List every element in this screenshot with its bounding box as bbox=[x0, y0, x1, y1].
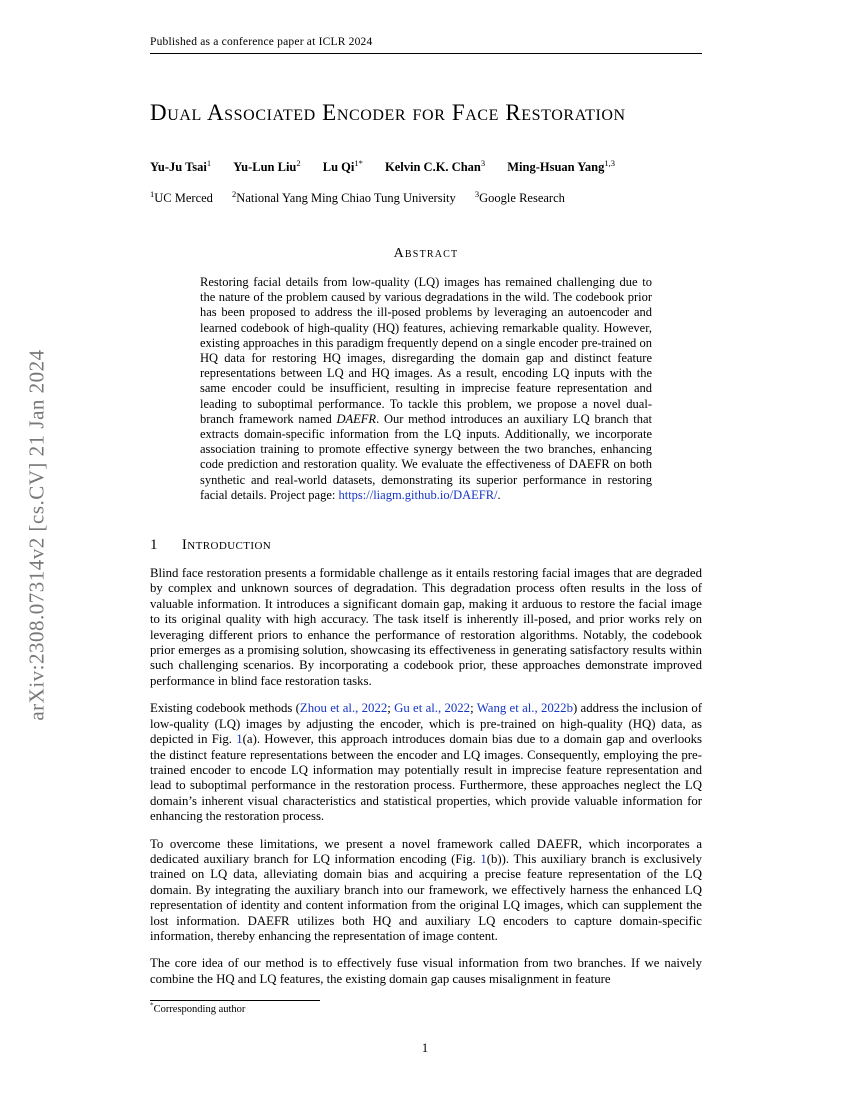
author bbox=[385, 157, 486, 174]
author-list bbox=[150, 157, 702, 175]
section-number: 1 bbox=[150, 537, 158, 554]
author-superscript: 1 bbox=[206, 157, 212, 168]
text-segment: ) address the inclusion of low-quality (LQ) images by adjusting the encoder, which is pre-trained on high-quality (HQ) data, as depicted in Fig. bbox=[150, 701, 702, 747]
intro-paragraph-1 bbox=[150, 566, 702, 689]
text-segment: (a). However, this approach introduces domain bias due to a domain gap and overlooks the distinct feature representations between the encoder and LQ images. Consequently, employing the pre-trained encoder to encode LQ information may potentially result in imprecise feature representation and lead to suboptimal performance in the restoration process. Furthermore, these approaches neglect the LQ domain’s inherent visual characteristics and statistical properties, which provide valuable information for enhancing the restoration process. bbox=[150, 732, 703, 824]
author-superscript: 1* bbox=[354, 157, 363, 168]
text-segment: . Our method introduces an auxiliary LQ branch that extracts domain-specific information from the LQ inputs. Additionally, we incorporate association training to promote effective synergy between the two branches, enhancing code prediction and restoration quality. We evaluate the effectiveness of DAEFR on both synthetic and real-world datasets, demonstrating its superior performance in restoring facial details. Project page: bbox=[200, 411, 652, 502]
running-header: Published as a conference paper at ICLR 2024 bbox=[150, 36, 702, 54]
text-segment: . bbox=[497, 487, 501, 502]
author-superscript: 1,3 bbox=[604, 157, 615, 168]
text-segment: Restoring facial details from low-quality (LQ) images has remained challenging due to the nature of the problem caused by various degradations in the wild. The codebook prior has been proposed to address the ill-posed problems by leveraging an autoencoder and learned codebook of high-quality (HQ) features, achieving remarkable quality. However, existing approaches in this paradigm frequently depend on a single encoder pre-trained on HQ data for restoring HQ images, disregarding the domain gap and distinct feature representations between LQ and HQ images. As a result, encoding LQ inputs with the same encoder could be insufficient, resulting in imprecise feature representation and leading to suboptimal performance. To tackle this problem, we propose a novel dual-branch framework named bbox=[200, 275, 652, 426]
text-segment: The core idea of our method is to effectively fuse visual information from two branches. If we naively combine the HQ and LQ features, the existing domain gap causes misalignment in feature bbox=[150, 956, 702, 986]
inline-link[interactable]: Zhou et al., 2022 bbox=[299, 701, 388, 716]
author bbox=[150, 157, 212, 174]
text-segment: To overcome these limitations, we present a novel framework called DAEFR, which incorporates a dedicated auxiliary branch for LQ information encoding (Fig. bbox=[150, 836, 702, 866]
author-name: Yu-Lun Liu bbox=[233, 160, 297, 174]
abstract-heading: Abstract bbox=[393, 246, 459, 261]
footnote-rule bbox=[150, 1000, 320, 1001]
intro-paragraph-4 bbox=[150, 956, 702, 987]
affiliation-superscript: 1 bbox=[150, 188, 155, 199]
page-content bbox=[150, 36, 702, 987]
corresponding-author-footnote bbox=[150, 1001, 702, 1015]
section-heading-introduction bbox=[150, 537, 702, 554]
author-name: Ming-Hsuan Yang bbox=[507, 160, 605, 174]
page-number: 1 bbox=[421, 1041, 429, 1055]
text-segment: ; bbox=[470, 701, 477, 716]
author bbox=[507, 157, 615, 174]
affiliation-name: National Yang Ming Chiao Tung University bbox=[236, 191, 456, 205]
author-superscript: 2 bbox=[296, 157, 301, 168]
affiliation-name: Google Research bbox=[479, 191, 565, 205]
footnote-area bbox=[150, 1000, 702, 1015]
abstract-text bbox=[200, 275, 652, 503]
intro-paragraph-3 bbox=[150, 837, 702, 945]
text-segment: ; bbox=[387, 701, 395, 716]
affiliation bbox=[150, 188, 213, 205]
affiliation bbox=[474, 188, 565, 205]
affiliation-superscript: 3 bbox=[474, 188, 480, 199]
author-name: Lu Qi bbox=[322, 160, 355, 174]
arxiv-watermark: arXiv:2308.07314v2 [cs.CV] 21 Jan 2024 bbox=[24, 349, 49, 721]
author-name: Kelvin C.K. Chan bbox=[385, 160, 481, 174]
affiliation bbox=[232, 188, 456, 205]
affiliation-name: UC Merced bbox=[154, 191, 213, 205]
author-superscript: 3 bbox=[480, 157, 486, 168]
italic-text: DAEFR bbox=[336, 411, 377, 426]
author-name: Yu-Ju Tsai bbox=[150, 160, 207, 174]
text-segment: Blind face restoration presents a formidable challenge as it entails restoring facial images that are degraded by complex and unknown sources of degradation. This degradation process often results in the loss of valuable information. It introduces a significant domain gap, making it arduous to restore the facial image to its original quality with high accuracy. The task itself is inherently ill-posed, and prior works rely on leveraging different priors to enhance the performance of restoration algorithms. Notably, the codebook prior emerges as a promising solution, showcasing its effectiveness in generating satisfactory results within such challenging scenarios. By incorporating a codebook prior, these approaches demonstrate improved performance in blind face restoration tasks. bbox=[150, 566, 702, 688]
inline-link[interactable]: 1 bbox=[480, 851, 487, 866]
author bbox=[233, 157, 301, 174]
text-segment: Existing codebook methods ( bbox=[150, 701, 300, 716]
inline-link[interactable]: https://liagm.github.io/DAEFR/ bbox=[338, 487, 498, 502]
paper-title: Dual Associated Encoder for Face Restoration bbox=[150, 100, 626, 125]
author bbox=[322, 157, 363, 174]
footnote-marker: * bbox=[150, 1001, 154, 1010]
inline-link[interactable]: Wang et al., 2022b bbox=[476, 701, 573, 716]
intro-paragraph-2 bbox=[150, 701, 702, 824]
inline-link[interactable]: Gu et al., 2022 bbox=[394, 701, 471, 716]
affiliation-list bbox=[150, 188, 702, 206]
inline-link[interactable]: 1 bbox=[236, 732, 243, 747]
footnote-text: Corresponding author bbox=[153, 1004, 246, 1015]
section-title: Introduction bbox=[181, 537, 272, 554]
text-segment: (b)). This auxiliary branch is exclusively trained on LQ data, alleviating domain bias and acquiring a precise feature representation of the LQ domain. By integrating the auxiliary branch into our framework, we effectively harness the enhanced LQ representation of identity and content information from the original LQ images, which can supplement the lost information. DAEFR utilizes both HQ and auxiliary LQ encoders to capture domain-specific information, thereby enhancing the representation of image content. bbox=[150, 851, 702, 943]
affiliation-superscript: 2 bbox=[232, 188, 237, 199]
